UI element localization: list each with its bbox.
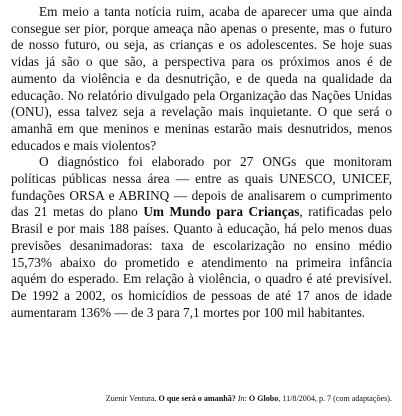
source-in-label: In [235, 394, 245, 403]
article-paragraph-2 [11, 154, 392, 321]
source-details: , 11/8/2004, p. 7 (com adaptações). [278, 394, 392, 403]
plan-name: Um Mundo para Crianças [143, 204, 300, 220]
paragraph-2-text-end: , ratificadas pelo Brasil e por mais 188 países. Quanto à educação, há pelo menos duas previsões desanimadoras: taxa de escolarização no ensino médio 15,73% abaixo do prometido e atendimento na primeira infância aquém do esperado. Em relação à violência, o quadro é até previsível. De 1992 a 2002, os homicídios de pessoas de até 17 anos de idade aumentaram 136% — de 3 para 7,1 mortes por 100 mil habitantes. [11, 204, 392, 320]
article-paragraph-1: Em meio a tanta notícia ruim, acaba de aparecer uma que ainda consegue ser pior, porque ameaça não apenas o presente, mas o futuro de nosso futuro, ou seja, as crianças e os adolescentes. Se hoje suas vidas já são o que são, a perspectiva para os próximos anos é de aumento da violência e da desnutrição, e de queda na qualidade da educação. No relatório divulgado pela Organização das Nações Unidas (ONU), essa talvez seja a revelação mais inquietante. O que será o amanhã em que meninos e meninas estarão mais desnutridos, menos educados e mais violentos? [11, 4, 392, 153]
paragraph-2-text-start: O diagnóstico foi elaborado por 27 ONGs que monitoram políticas públicas nessa área — entre as quais UNESCO, UNICEF, fundações ORSA e ABRINQ — depois de analisarem o cumprimento das 21 metas do plano [11, 154, 392, 220]
source-author: Zuenir Ventura. [105, 394, 159, 403]
source-colon: : [244, 394, 249, 403]
source-title: O que será o amanhã? [158, 394, 236, 403]
source-citation [106, 393, 392, 404]
source-newspaper: O Globo [248, 394, 279, 403]
